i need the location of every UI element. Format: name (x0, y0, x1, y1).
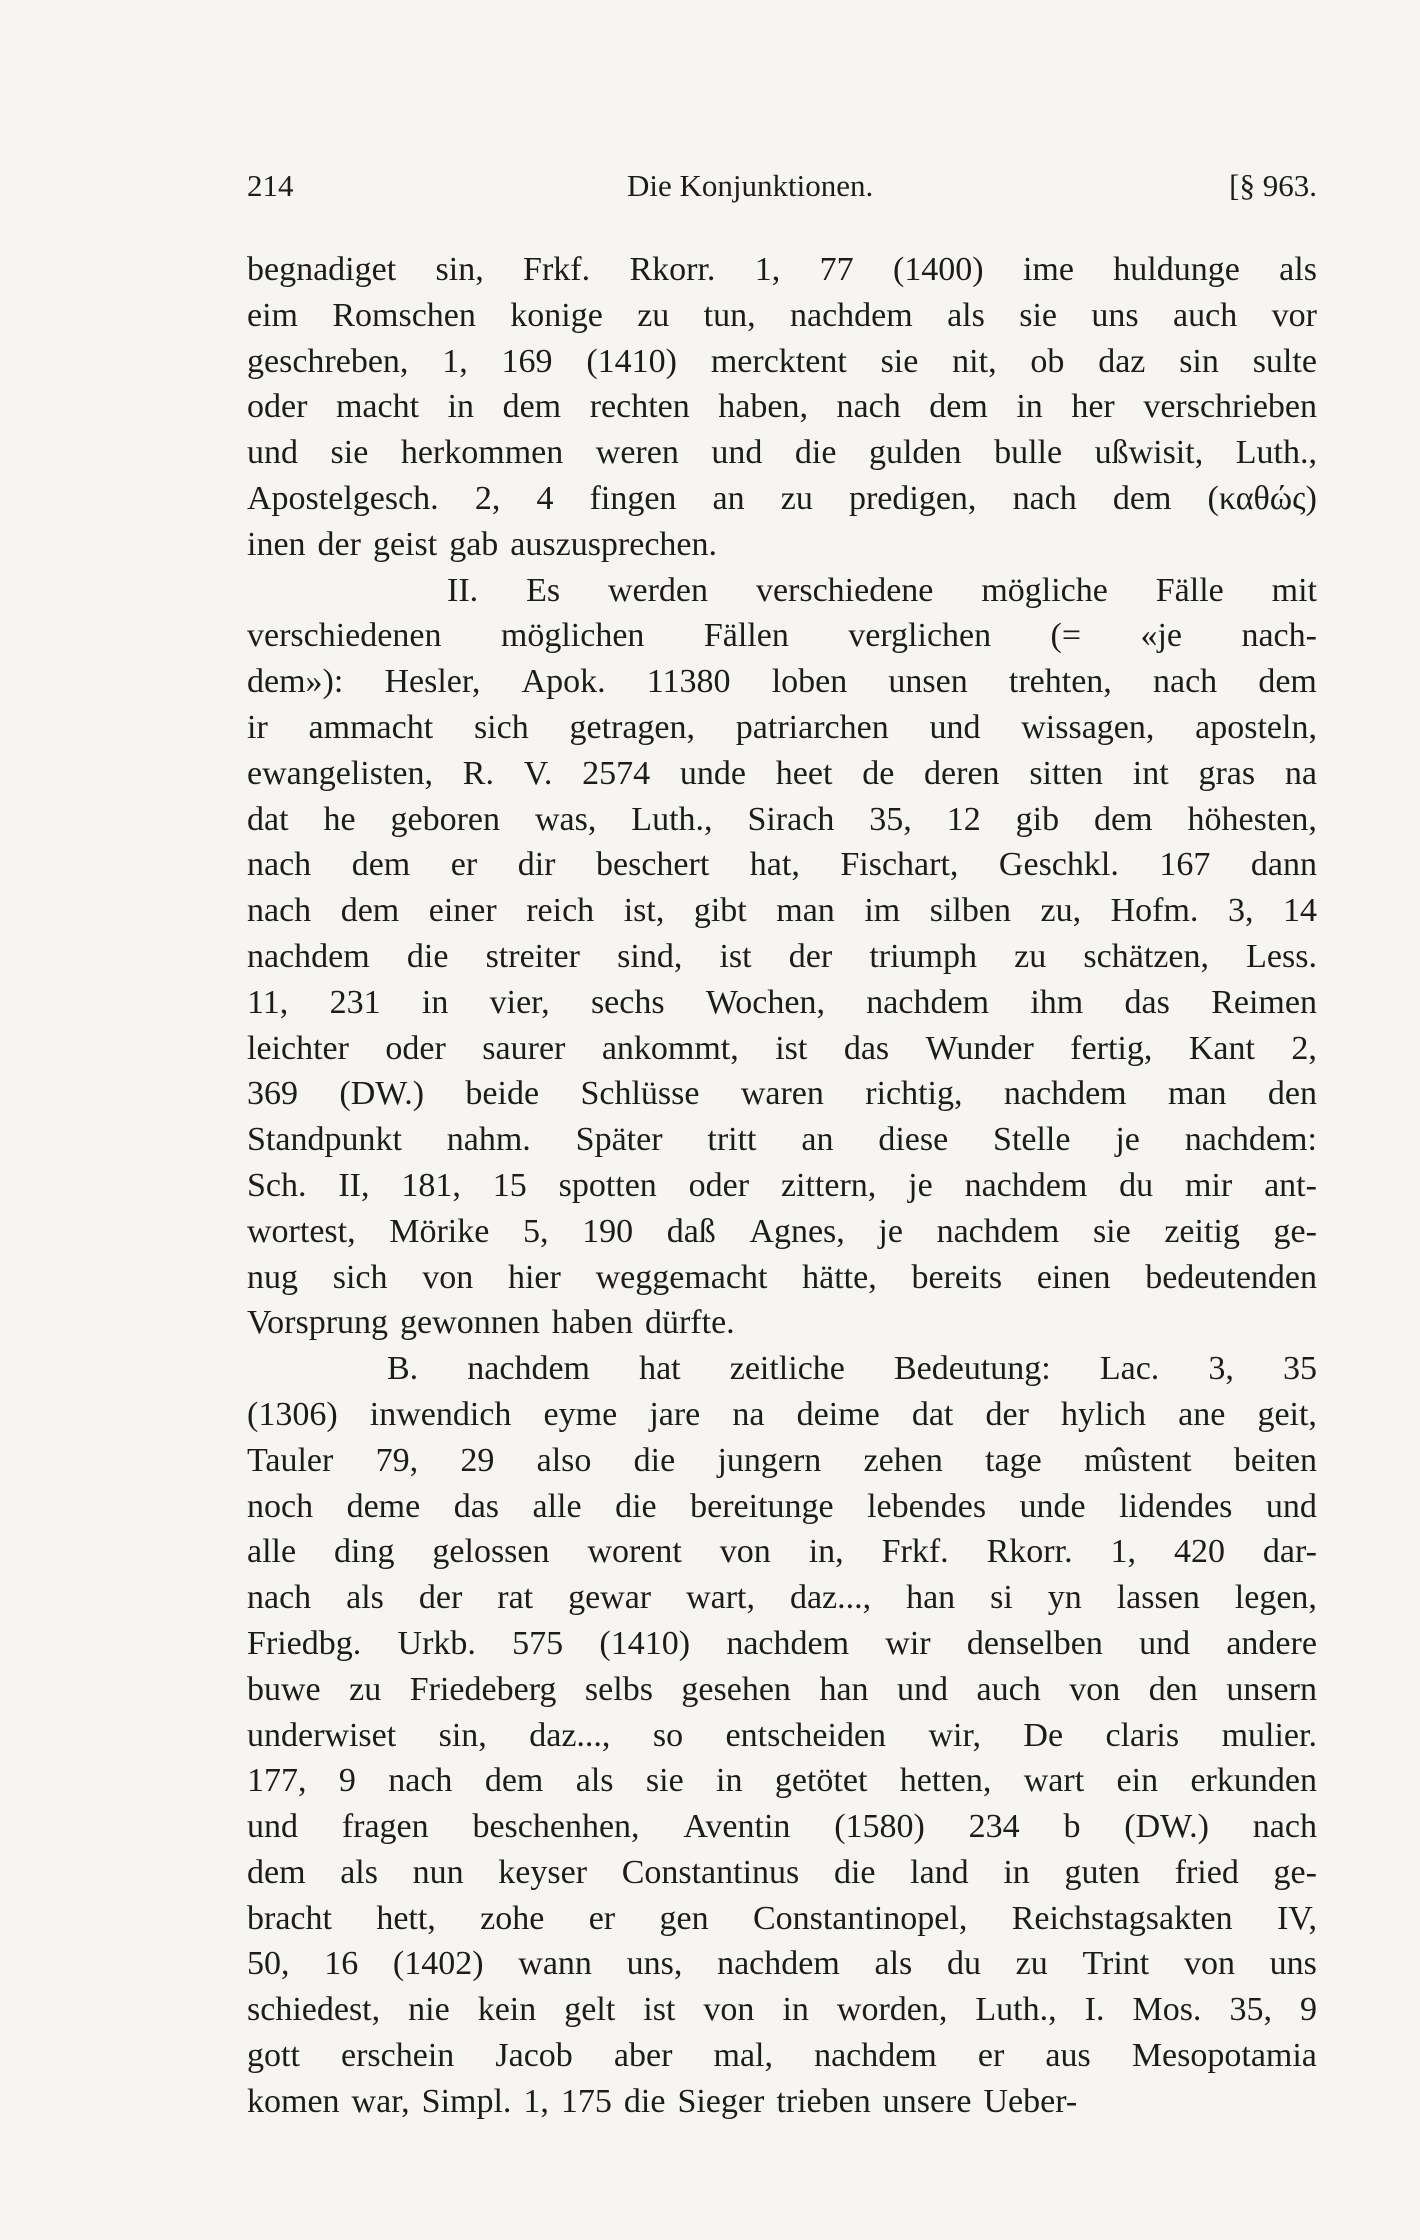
running-title: Die Konjunktionen. (627, 168, 874, 203)
page-header (247, 168, 1317, 218)
text-line: ir ammacht sich getragen, patriarchen und wissagen, aposteln, (247, 708, 1317, 746)
text-line: bracht hett, zohe er gen Constantinopel, Reichstagsakten IV, (247, 1899, 1317, 1937)
page-number: 214 (247, 168, 294, 203)
text-line: Friedbg. Urkb. 575 (1410) nachdem wir denselben und andere (247, 1624, 1317, 1662)
text-line: buwe zu Friedeberg selbs gesehen han und auch von den unsern (247, 1670, 1317, 1708)
text-line: nach dem einer reich ist, gibt man im silben zu, Hofm. 3, 14 (247, 892, 1317, 930)
text-line: gott erschein Jacob aber mal, nachdem er aus Mesopotamia (247, 2037, 1317, 2075)
text-line: B. nachdem hat zeitliche Bedeutung: Lac. 3, 35 (387, 1350, 1317, 1388)
section-marker: [§ 963. (1229, 168, 1317, 203)
text-line: nachdem die streiter sind, ist der triumph zu schätzen, Less. (247, 937, 1317, 975)
text-line: 11, 231 in vier, sechs Wochen, nachdem ihm das Reimen (247, 983, 1317, 1021)
text-line: nug sich von hier weggemacht hätte, bereits einen bedeutenden (247, 1258, 1317, 1296)
text-line: dat he geboren was, Luth., Sirach 35, 12 gib dem höhesten, (247, 800, 1317, 838)
page-body (247, 247, 1317, 2125)
text-line: noch deme das alle die bereitunge lebendes unde lidendes und (247, 1487, 1317, 1525)
text-line: nach als der rat gewar wart, daz..., han si yn lassen legen, (247, 1579, 1317, 1617)
text-line: eim Romschen konige zu tun, nachdem als sie uns auch vor (247, 296, 1317, 334)
text-line: 50, 16 (1402) wann uns, nachdem als du zu Trint von uns (247, 1945, 1317, 1983)
text-line: oder macht in dem rechten haben, nach dem in her verschrieben (247, 388, 1317, 426)
text-line: schiedest, nie kein gelt ist von in worden, Luth., I. Mos. 35, 9 (247, 1991, 1317, 2029)
text-line: dem»): Hesler, Apok. 11380 loben unsen trehten, nach dem (247, 663, 1317, 701)
text-line: Standpunkt nahm. Später tritt an diese Stelle je nachdem: (247, 1121, 1317, 1159)
text-line: und sie herkommen weren und die gulden bulle ußwisit, Luth., (247, 434, 1317, 472)
text-line: Vorsprung gewonnen haben dürfte. (247, 1304, 735, 1342)
text-line: Tauler 79, 29 also die jungern zehen tage mûstent beiten (247, 1441, 1317, 1479)
text-line: ewangelisten, R. V. 2574 unde heet de deren sitten int gras na (247, 754, 1317, 792)
text-line: alle ding gelossen worent von in, Frkf. Rkorr. 1, 420 dar- (247, 1533, 1317, 1571)
text-line: komen war, Simpl. 1, 175 die Sieger trieben unsere Ueber- (247, 2082, 1078, 2120)
text-line: wortest, Mörike 5, 190 daß Agnes, je nachdem sie zeitig ge- (247, 1212, 1317, 1250)
text-line: dem als nun keyser Constantinus die land in guten fried ge- (247, 1853, 1317, 1891)
text-line: Sch. II, 181, 15 spotten oder zittern, je nachdem du mir ant- (247, 1166, 1317, 1204)
text-line: und fragen beschenhen, Aventin (1580) 234 b (DW.) nach (247, 1808, 1317, 1846)
text-line: (1306) inwendich eyme jare na deime dat der hylich ane geit, (247, 1395, 1317, 1433)
text-line: geschreben, 1, 169 (1410) mercktent sie nit, ob daz sin sulte (247, 342, 1317, 380)
text-line: verschiedenen möglichen Fällen verglichen (= «je nach- (247, 617, 1317, 655)
text-line: 369 (DW.) beide Schlüsse waren richtig, nachdem man den (247, 1075, 1317, 1113)
text-line: underwiset sin, daz..., so entscheiden wir, De claris mulier. (247, 1716, 1317, 1754)
text-line: 177, 9 nach dem als sie in getötet hetten, wart ein erkunden (247, 1762, 1317, 1800)
text-line: nach dem er dir beschert hat, Fischart, Geschkl. 167 dann (247, 846, 1317, 884)
text-line: leichter oder saurer ankommt, ist das Wunder fertig, Kant 2, (247, 1029, 1317, 1067)
text-line: II. Es werden verschiedene mögliche Fälle mit (447, 571, 1317, 609)
text-line: inen der geist gab auszusprechen. (247, 525, 718, 563)
text-line: begnadiget sin, Frkf. Rkorr. 1, 77 (1400) ime huldunge als (247, 251, 1317, 288)
text-line: Apostelgesch. 2, 4 fingen an zu predigen, nach dem (καθώς) (247, 479, 1317, 517)
